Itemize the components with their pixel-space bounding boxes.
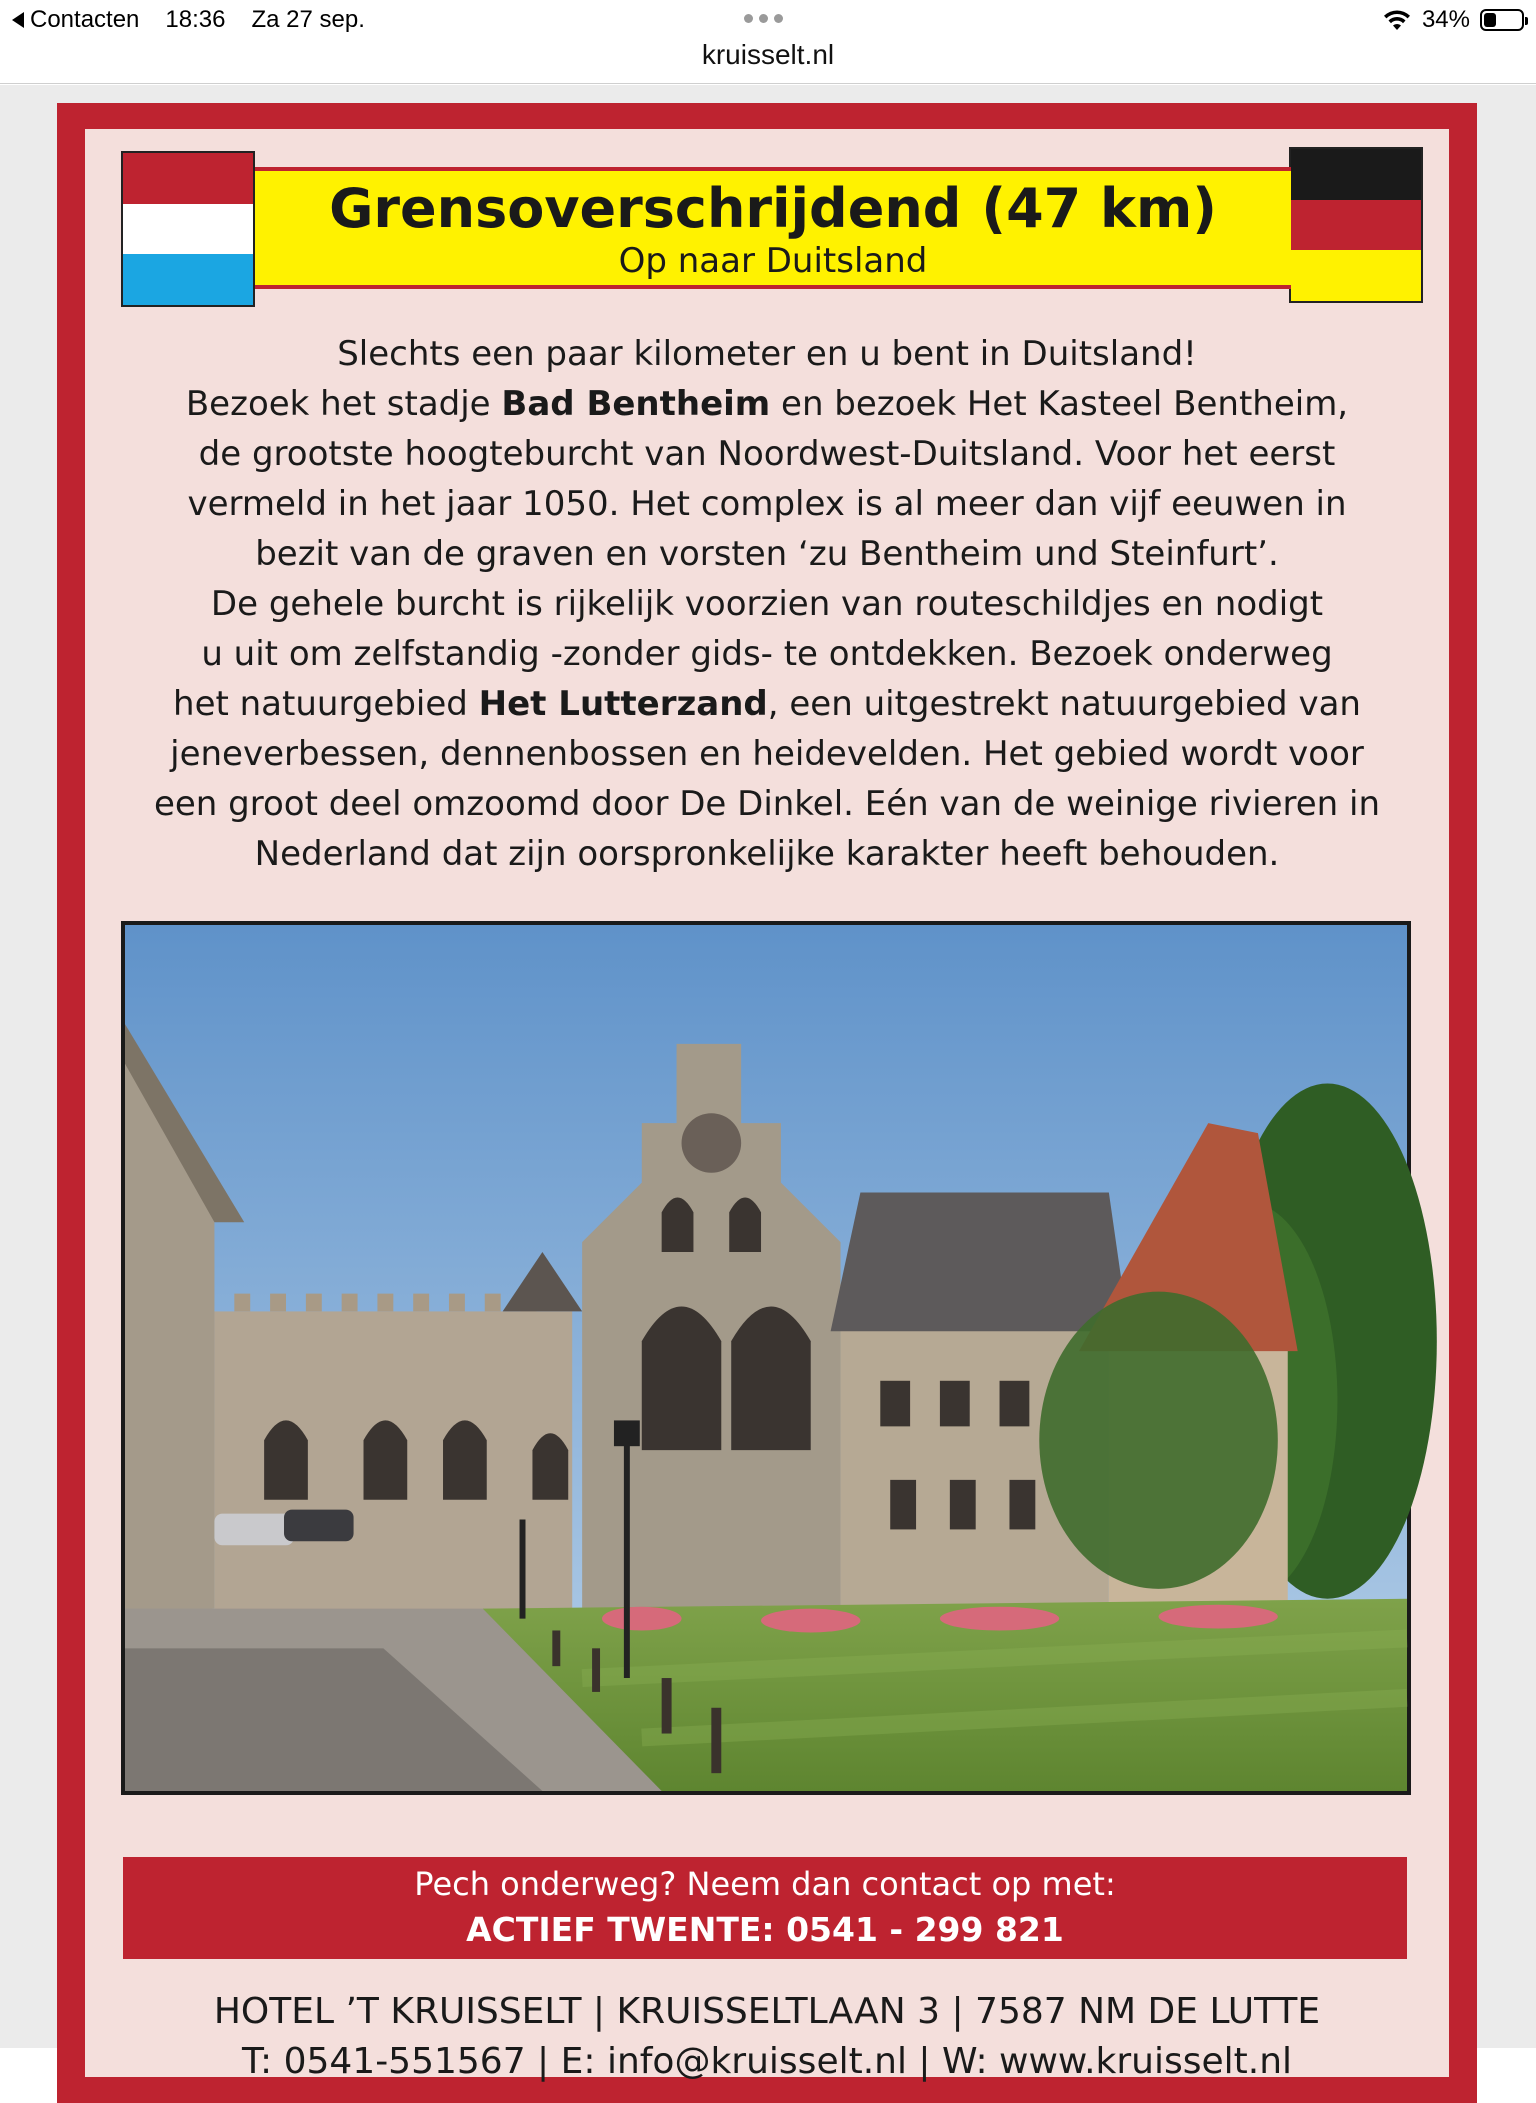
battery-fill (1484, 13, 1496, 27)
battery-icon (1480, 9, 1524, 31)
footer-contact-line[interactable]: T: 0541-551567 | E: info@kruisselt.nl | W: www.kruisselt.nl (241, 2041, 1293, 2082)
description-text (85, 329, 1449, 879)
castle-illustration (125, 925, 1407, 1791)
bad-bentheim-highlight: Bad Bentheim (501, 384, 771, 424)
breakdown-help-bar (123, 1857, 1407, 1959)
battery-percent: 34% (1421, 6, 1470, 33)
german-flag-icon (1289, 147, 1423, 303)
body-line: het natuurgebied Het Lutterzand, een uitgestrekt natuurgebied van (173, 684, 1361, 724)
page-title (255, 177, 1291, 241)
footer-address-line: HOTEL ’T KRUISSELT | KRUISSELTLAAN 3 | 7587 NM DE LUTTE (213, 1991, 1321, 2032)
hotel-address-footer (85, 1987, 1449, 2087)
help-line: Pech onderweg? Neem dan contact op met: (414, 1865, 1116, 1903)
help-phone[interactable]: ACTIEF TWENTE: 0541 - 299 821 (466, 1910, 1064, 1949)
body-line: bezit van de graven en vorsten ‘zu Bentheim und Steinfurt’. (255, 534, 1279, 574)
wifi-icon (1382, 8, 1412, 32)
status-time: 18:36 (165, 6, 226, 33)
status-right (1382, 6, 1524, 34)
address-bar[interactable] (0, 38, 1536, 84)
url-text: kruisselt.nl (701, 39, 835, 70)
status-date: Za 27 sep. (251, 6, 365, 33)
title-text: Grensoverschrijdend (329, 177, 962, 240)
subtitle: Op naar Duitsland (618, 241, 928, 281)
body-line: Slechts een paar kilometer en u bent in Duitsland! (337, 334, 1197, 374)
status-left (12, 6, 365, 34)
status-bar (0, 0, 1536, 40)
poster (85, 129, 1449, 2082)
body-line: Bezoek het stadje Bad Bentheim en bezoek Het Kasteel Bentheim, (185, 384, 1349, 424)
dutch-flag-icon (121, 151, 255, 307)
title-banner (255, 167, 1291, 289)
body-line: de grootste hoogteburcht van Noordwest-Duitsland. Voor het eerst (198, 434, 1336, 474)
page-viewport[interactable] (0, 85, 1536, 2082)
body-line: jeneverbessen, dennenbossen en heidevelden. Het gebied wordt voor (170, 734, 1364, 774)
lutterzand-highlight: Het Lutterzand (478, 684, 768, 724)
multitasking-dots-icon[interactable] (744, 14, 783, 23)
back-arrow-icon (12, 12, 24, 28)
poster-frame (57, 103, 1477, 2103)
back-app-label: Contacten (30, 6, 140, 33)
distance-text: (47 km) (981, 177, 1217, 240)
castle-photo (121, 921, 1411, 1795)
body-line: Nederland dat zijn oorspronkelijke karakter heeft behouden. (254, 834, 1280, 874)
body-line: vermeld in het jaar 1050. Het complex is al meer dan vijf eeuwen in (187, 484, 1347, 524)
body-line: u uit om zelfstandig -zonder gids- te ontdekken. Bezoek onderweg (201, 634, 1333, 674)
body-line: De gehele burcht is rijkelijk voorzien van routeschildjes en nodigt (210, 584, 1324, 624)
back-to-app-button[interactable] (12, 6, 139, 34)
body-line: een groot deel omzoomd door De Dinkel. Eén van de weinige rivieren in (153, 784, 1381, 824)
